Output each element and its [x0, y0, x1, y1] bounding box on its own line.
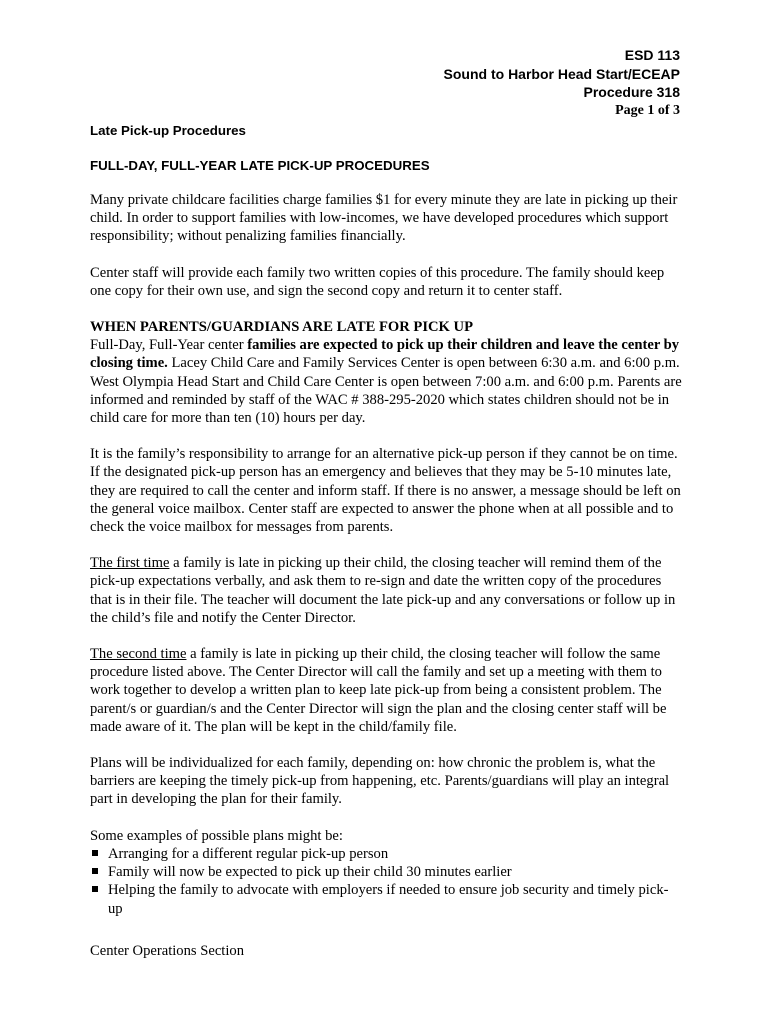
document-body: [90, 123, 682, 918]
first-time-text: a family is late in picking up their child, the closing teacher will remind them of the pick-up expectations verbally, and ask them to re-sign and date the written copy of the procedures that is in their file. The teacher will document the late pick-up and any conversations or follow up in the child’s file and notify the Center Director.: [90, 555, 676, 626]
paragraph-intro: Many private childcare facilities charge families $1 for every minute they are late in picking up their child. In order to support families with low-incomes, we have developed procedures which support responsibility; without penalizing families financially.: [90, 192, 678, 245]
examples-intro: Some examples of possible plans might be:: [90, 827, 343, 844]
header-org: ESD 113: [624, 47, 680, 63]
closing-bold: families are expected to pick up their children and leave the center by closing time.: [90, 337, 680, 372]
second-time-label: The second time: [90, 646, 187, 663]
paragraph-responsibility: It is the family’s responsibility to arrange for an alternative pick-up person if they cannot be on time. If the designated pick-up person has an emergency and believes that they may be 5-10 minutes late, they are required to call the center and inform staff. If there is no answer, a message should be left on the general voice mailbox. Center staff are expected to answer the phone when at all possible and to check the voice mailbox for messages from parents.: [90, 446, 681, 536]
closing-lead: Full-Day, Full-Year center: [90, 337, 248, 354]
square-bullet-icon: [92, 886, 98, 892]
square-bullet-icon: [92, 868, 98, 874]
paragraph-second-time: [90, 645, 682, 736]
paragraph-copies: Center staff will provide each family two written copies of this procedure. The family should keep one copy for their own use, and sign the second copy and return it to center staff.: [90, 264, 665, 299]
header-procedure: Procedure 318: [583, 84, 680, 100]
examples-list: [90, 845, 682, 918]
document-title: Late Pick-up Procedures: [90, 123, 246, 138]
section-heading: WHEN PARENTS/GUARDIANS ARE LATE FOR PICK UP: [90, 319, 473, 336]
list-item: Family will now be expected to pick up their child 30 minutes earlier: [90, 863, 682, 881]
paragraph-first-time: [90, 554, 682, 627]
document-footer: Center Operations Section: [90, 943, 245, 959]
second-time-text: a family is late in picking up their child, the closing teacher will follow the same procedure listed above. The Center Director will call the family and set up a meeting with them to work together to develop a written plan to keep late pick-up from being a consistent problem. The parent/s or guardian/s and the Center Director will sign the plan and the closing center staff will be made aware of it. The plan will be kept in the child/family file.: [90, 646, 667, 735]
examples-block: [90, 827, 682, 918]
closing-rest: Lacey Child Care and Family Services Center is open between 6:30 a.m. and 6:00 p.m. West Olympia Head Start and Child Care Center is open between 7:00 a.m. and 6:00 p.m. Parents are informed and reminded by staff of the WAC # 388-295-2020 which states children should not be in child care for more than ten (10) hours per day.: [90, 355, 682, 427]
square-bullet-icon: [92, 850, 98, 856]
list-item: Helping the family to advocate with employers if needed to ensure job security and timely pick-up: [90, 881, 682, 917]
list-item: Arranging for a different regular pick-up person: [90, 845, 682, 863]
document-subtitle: FULL-DAY, FULL-YEAR LATE PICK-UP PROCEDURES: [90, 158, 430, 173]
paragraph-plans: Plans will be individualized for each family, depending on: how chronic the problem is, what the barriers are keeping the timely pick-up from happening, etc. Parents/guardians will play an integral part in developing the plan for their family.: [90, 755, 670, 808]
document-header: [444, 46, 680, 120]
paragraph-closing-time: [90, 336, 682, 427]
header-program: Sound to Harbor Head Start/ECEAP: [443, 65, 680, 82]
first-time-label: The first time: [90, 555, 170, 572]
page-number: Page 1 of 3: [615, 102, 680, 118]
